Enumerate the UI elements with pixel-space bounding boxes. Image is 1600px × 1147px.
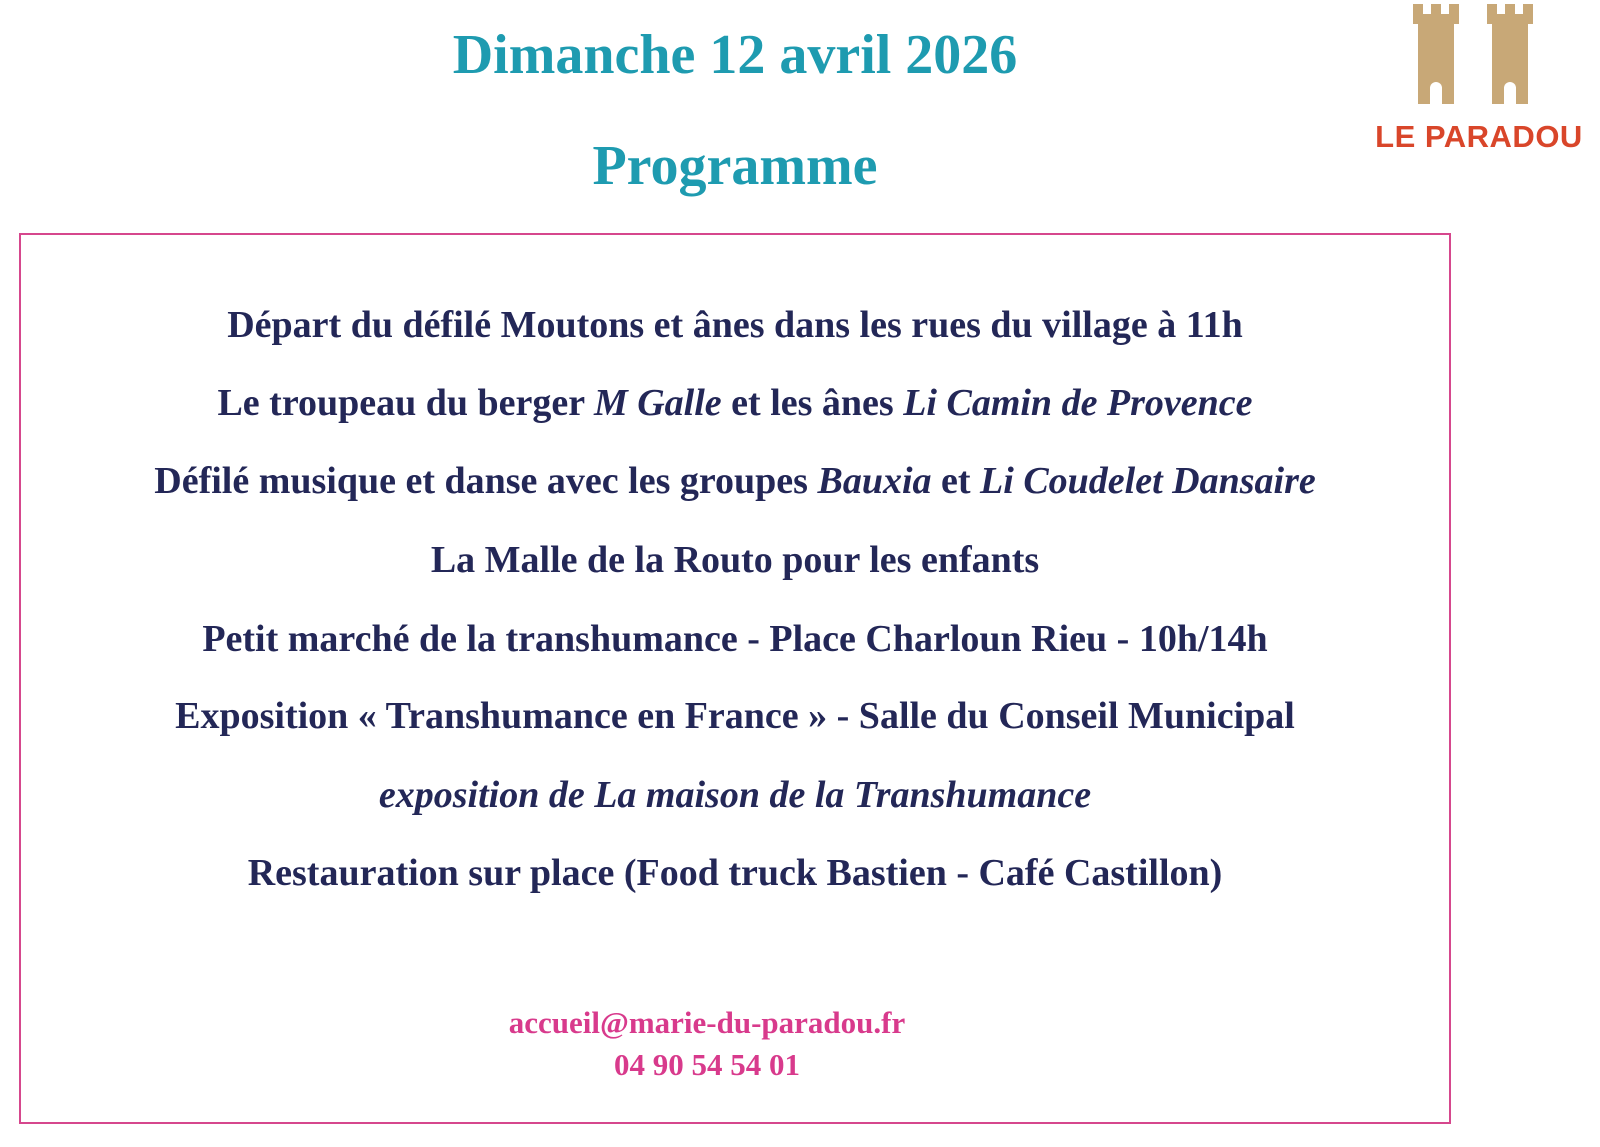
programme-line-exhibition: Exposition « Transhumance en France » - Salle du Conseil Municipal [175,695,1295,737]
donkey-group-name: Li Camin de Provence [903,382,1253,424]
shepherd-name: M Galle [593,382,722,424]
programme-line-market: Petit marché de la transhumance - Place Charloun Rieu - 10h/14h [202,618,1268,660]
herd-text: Le troupeau du berger [217,382,594,424]
twin-towers-icon [1413,4,1543,108]
contact-phone[interactable]: 04 90 54 54 01 [614,1047,800,1082]
herd-text-connector: et les ânes [721,382,904,424]
programme-line-exhibition-source: exposition de La maison de la Transhumance [378,774,1092,816]
logo-text: LE PARADOU [1375,119,1583,154]
group-li-coudelet-dansaire: Li Coudelet Dansaire [980,460,1316,502]
programme-line-music [0,462,1470,500]
programme-frame [19,233,1451,1124]
le-paradou-logo [1364,4,1594,154]
programme-line-children: La Malle de la Routo pour les enfants [430,539,1040,581]
programme-title: Programme [592,135,878,197]
programme-line-herd [0,384,1470,422]
music-text-connector: et [931,460,981,502]
contact-email[interactable]: accueil@marie-du-paradou.fr [508,1005,906,1040]
programme-line-food: Restauration sur place (Food truck Bastien - Café Castillon) [247,852,1223,894]
event-date-heading: Dimanche 12 avril 2026 [452,24,1018,86]
group-bauxia: Bauxia [817,460,932,502]
music-text: Défilé musique et danse avec les groupes [154,460,818,502]
programme-line-parade: Départ du défilé Moutons et ânes dans les rues du village à 11h [227,304,1243,346]
